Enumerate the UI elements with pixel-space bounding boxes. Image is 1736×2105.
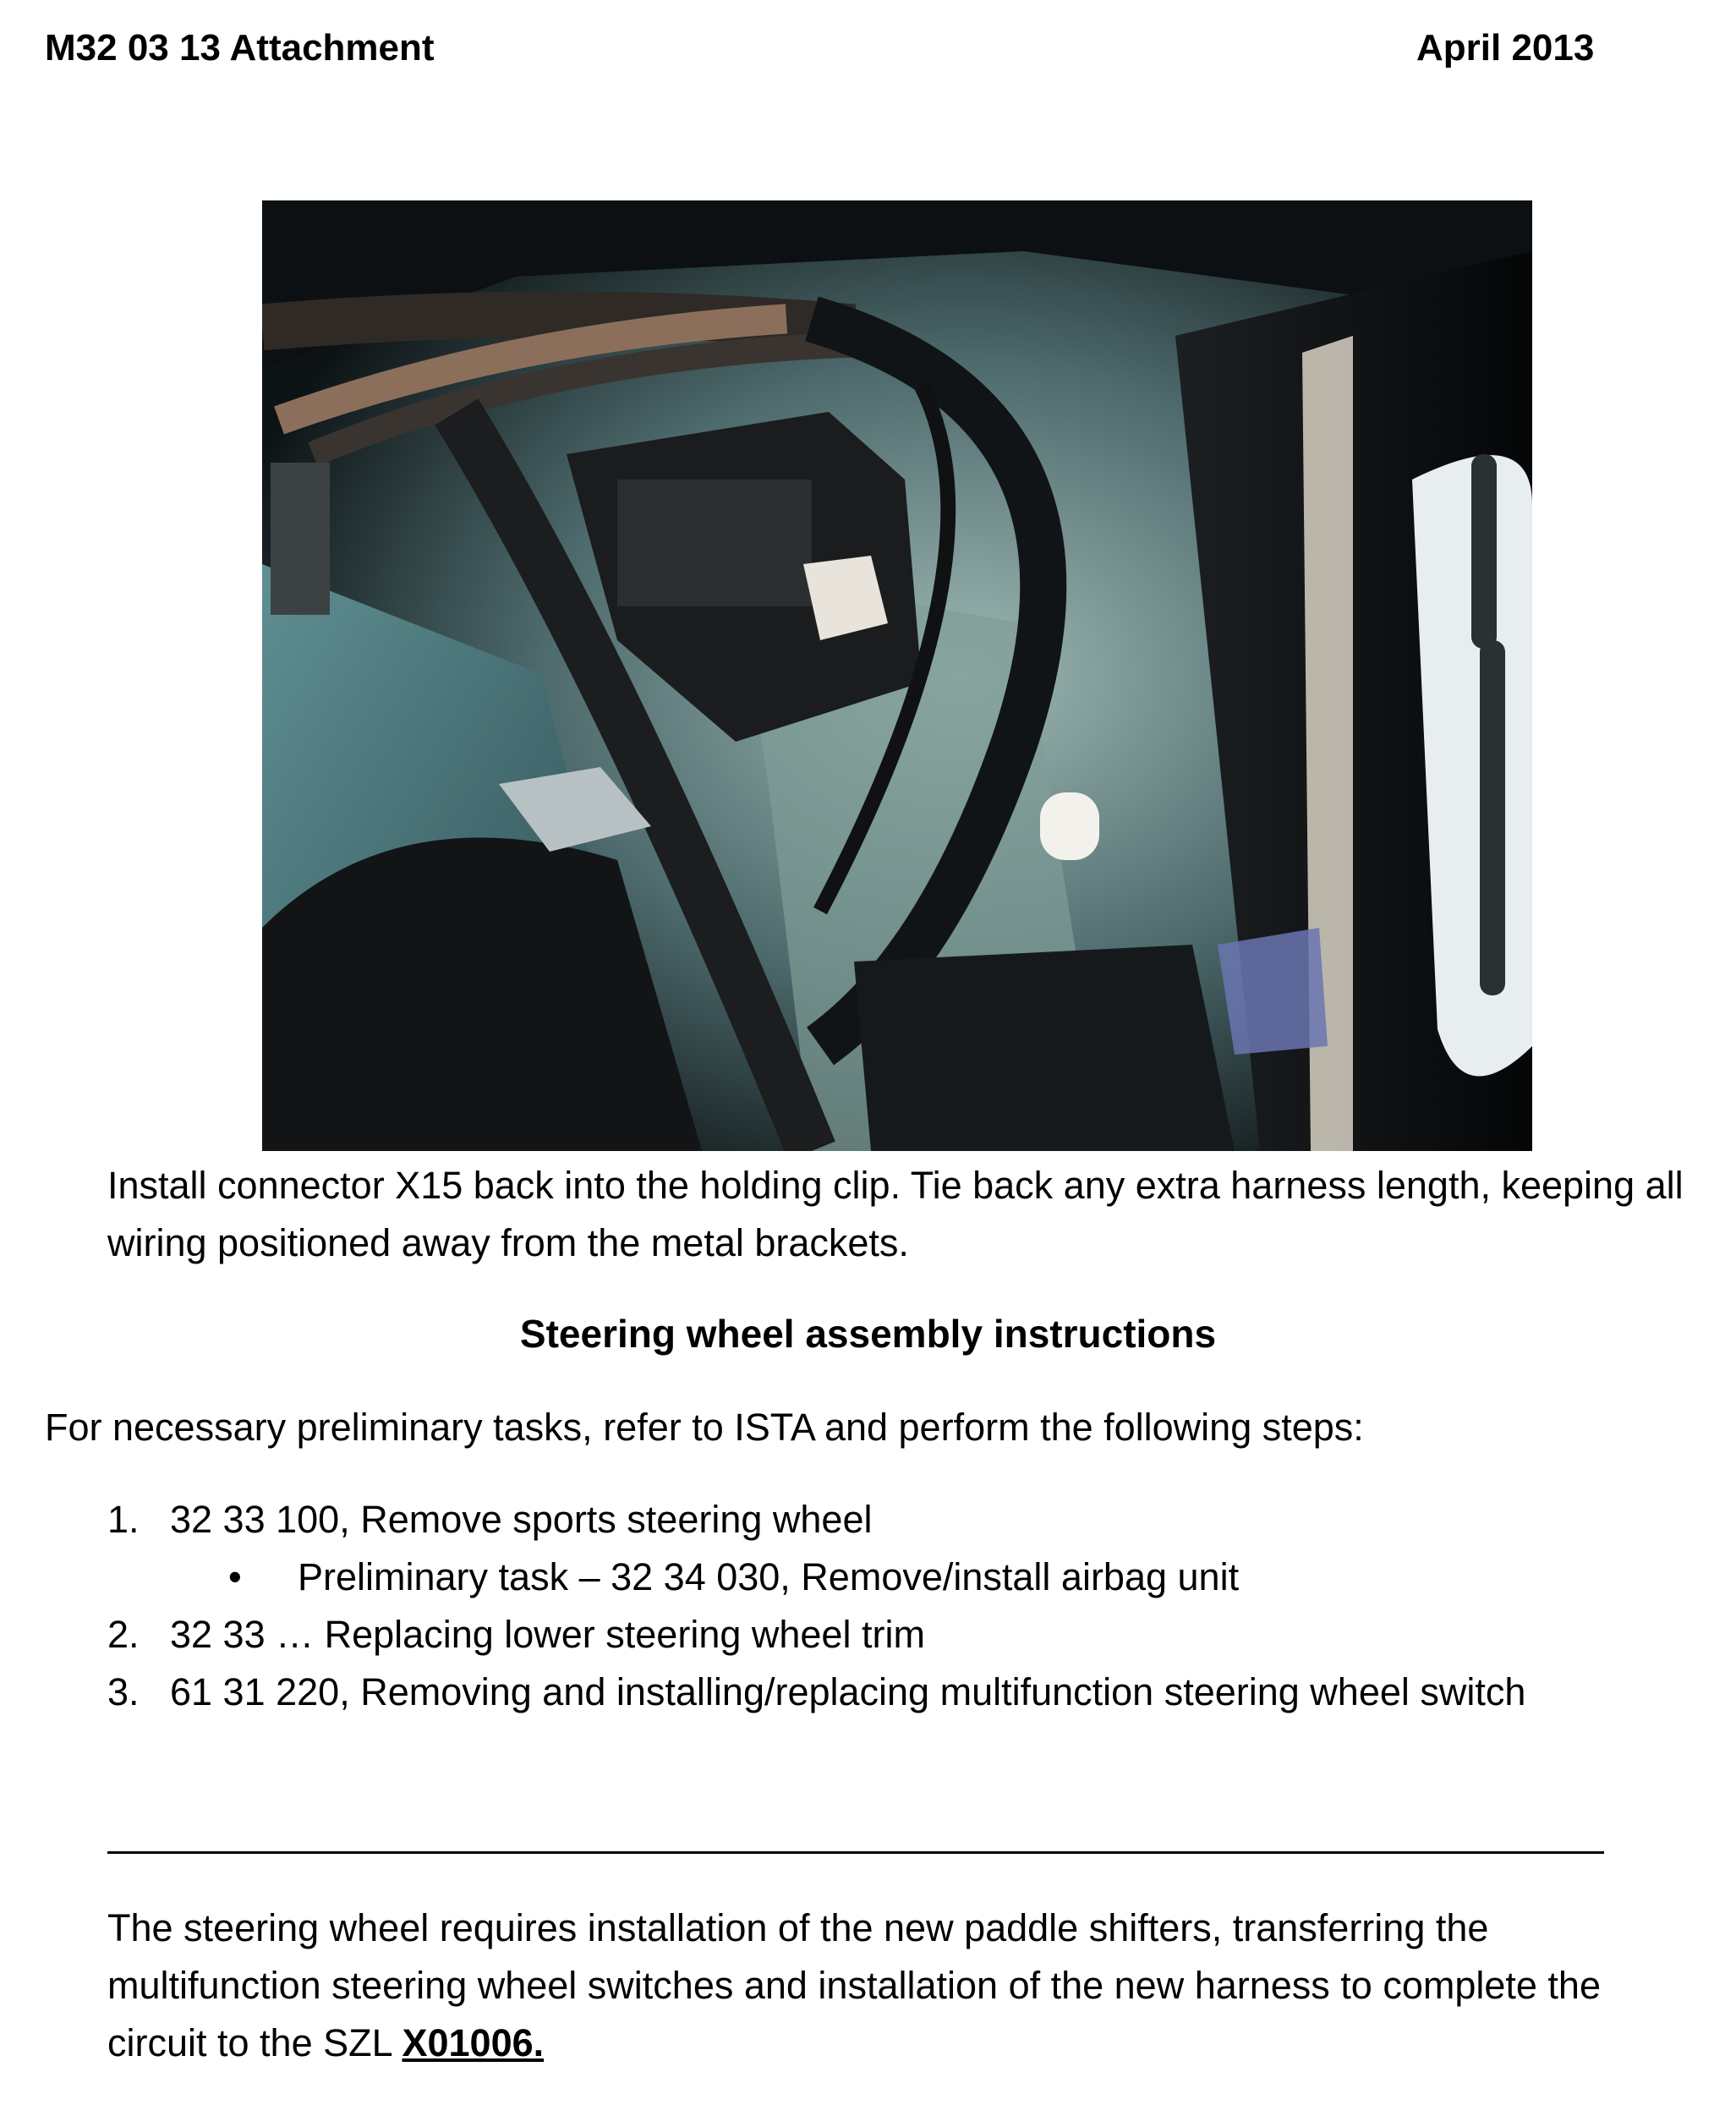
list-item-text: 32 33 … Replacing lower steering wheel trim <box>170 1613 925 1656</box>
closing-paragraph <box>107 1899 1697 2072</box>
sub-bullet-text: Preliminary task – 32 34 030, Remove/install airbag unit <box>298 1555 1240 1598</box>
photo-caption: Install connector X15 back into the holding clip. Tie back any extra harness length, keeping all wiring positioned away from the metal brackets. <box>107 1164 1684 1264</box>
list-number: 1. <box>107 1498 140 1541</box>
section-heading: Steering wheel assembly instructions <box>519 1312 1217 1356</box>
photo-of-connector-x15-installation <box>262 200 1532 1151</box>
intro-text: For necessary preliminary tasks, refer to ISTA and perform the following steps: <box>45 1406 1364 1449</box>
closing-text: The steering wheel requires installation of the new paddle shifters, transferring the multifunction steering wheel switches and installation of the new harness to complete the circuit to the SZL <box>107 1906 1601 2064</box>
horizontal-divider <box>107 1851 1604 1854</box>
document-reference: M32 03 13 Attachment <box>45 27 435 69</box>
list-item-text: 61 31 220, Removing and installing/replacing multifunction steering wheel switch <box>170 1670 1526 1713</box>
bullet-marker: • <box>228 1555 242 1598</box>
connector-photo <box>262 200 1532 1151</box>
szl-reference: X01006. <box>402 2021 545 2064</box>
document-date: April 2013 <box>1416 27 1595 69</box>
list-item-text: 32 33 100, Remove sports steering wheel <box>170 1498 873 1541</box>
list-number: 2. <box>107 1613 140 1656</box>
list-number: 3. <box>107 1670 140 1713</box>
